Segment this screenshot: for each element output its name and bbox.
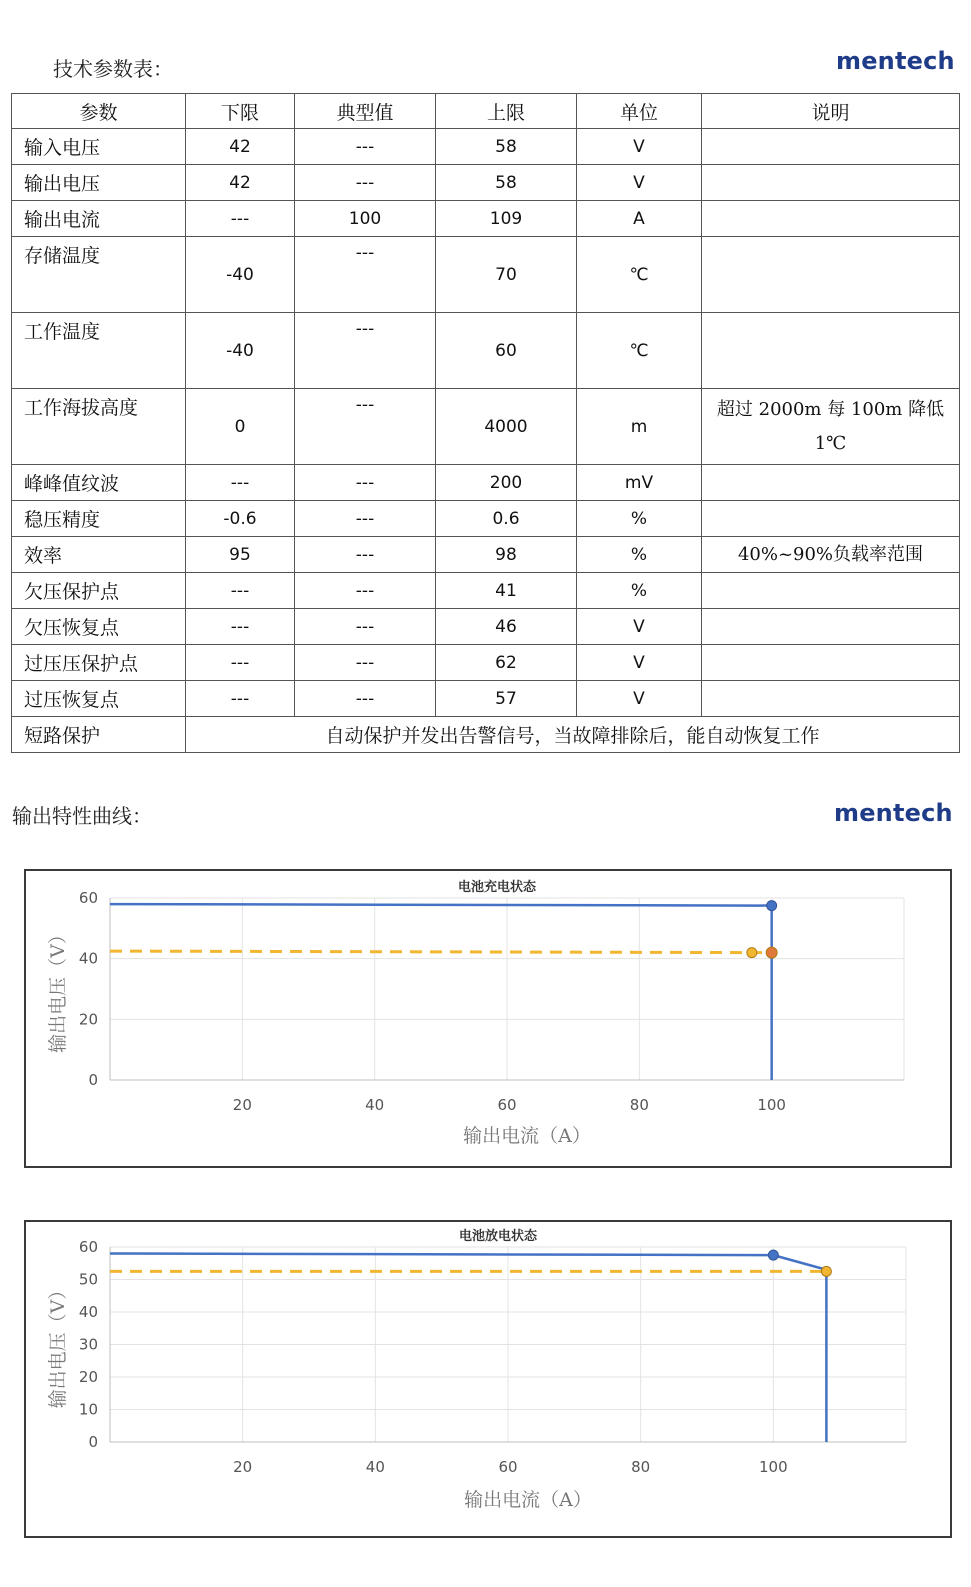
param-typ: ---: [295, 573, 436, 609]
col-header-param: 参数: [12, 94, 186, 129]
param-max: 98: [436, 537, 577, 573]
param-note: [702, 645, 960, 681]
table-row: [12, 537, 960, 573]
param-name: 存储温度: [12, 237, 186, 313]
param-name: 峰峰值纹波: [12, 465, 186, 501]
x-tick-label: 60: [497, 1096, 517, 1114]
series-line-solid: [110, 904, 772, 1080]
param-min: ---: [186, 609, 295, 645]
short-circuit-description: 自动保护并发出告警信号，当故障排除后，能自动恢复工作: [186, 717, 960, 753]
param-note: 40%~90%负载率范围: [702, 537, 960, 573]
param-typ: ---: [295, 681, 436, 717]
table-header-row: [12, 94, 960, 129]
param-name: 输出电压: [12, 165, 186, 201]
param-typ: ---: [295, 389, 436, 465]
x-tick-label: 80: [631, 1458, 651, 1476]
param-min: -0.6: [186, 501, 295, 537]
param-max: 58: [436, 129, 577, 165]
param-min: ---: [186, 465, 295, 501]
data-point-marker: [768, 1250, 778, 1260]
col-header-min: 下限: [186, 94, 295, 129]
param-note: [702, 501, 960, 537]
param-note: [702, 573, 960, 609]
param-max: 70: [436, 237, 577, 313]
param-name: 过压压保护点: [12, 645, 186, 681]
table-row: [12, 501, 960, 537]
x-tick-label: 40: [365, 1096, 385, 1114]
param-note: [702, 129, 960, 165]
param-typ: ---: [295, 645, 436, 681]
x-tick-label: 60: [498, 1458, 518, 1476]
col-header-max: 上限: [436, 94, 577, 129]
param-unit: V: [577, 609, 702, 645]
param-max: 4000: [436, 389, 577, 465]
table-row: [12, 237, 960, 313]
param-name: 短路保护: [12, 717, 186, 753]
y-axis-label: 输出电压（V）: [47, 925, 69, 1053]
discharging-chart-svg: [26, 1222, 954, 1540]
y-axis-label: 输出电压（V）: [47, 1280, 69, 1409]
param-min: ---: [186, 201, 295, 237]
param-unit: ℃: [577, 313, 702, 389]
table-row-short-circuit: [12, 717, 960, 753]
param-note: [702, 465, 960, 501]
param-name: 输出电流: [12, 201, 186, 237]
table-row: [12, 313, 960, 389]
param-name: 工作温度: [12, 313, 186, 389]
param-unit: A: [577, 201, 702, 237]
param-unit: m: [577, 389, 702, 465]
table-row: [12, 165, 960, 201]
param-typ: ---: [295, 237, 436, 313]
table-row: [12, 573, 960, 609]
param-min: ---: [186, 681, 295, 717]
table-row: [12, 645, 960, 681]
param-note: [702, 681, 960, 717]
param-typ: ---: [295, 465, 436, 501]
table-row: [12, 681, 960, 717]
param-min: 95: [186, 537, 295, 573]
table-section-title: 技术参数表：: [53, 57, 173, 81]
param-min: ---: [186, 573, 295, 609]
data-point-marker: [766, 947, 777, 958]
param-note: [702, 313, 960, 389]
param-max: 62: [436, 645, 577, 681]
param-note: [702, 201, 960, 237]
param-note: 超过 2000m 每 100m 降低 1℃: [702, 389, 960, 465]
param-note: [702, 237, 960, 313]
param-unit: ℃: [577, 237, 702, 313]
mentech-logo: mentech: [836, 47, 955, 75]
param-min: -40: [186, 237, 295, 313]
y-tick-label: 0: [88, 1433, 98, 1451]
param-unit: %: [577, 501, 702, 537]
param-name: 过压恢复点: [12, 681, 186, 717]
series-line-dashed: [110, 951, 772, 953]
param-min: -40: [186, 313, 295, 389]
chart-title: 电池放电状态: [458, 1229, 538, 1244]
data-point-marker: [747, 948, 757, 958]
y-tick-label: 40: [78, 949, 98, 968]
param-name: 工作海拔高度: [12, 389, 186, 465]
x-tick-label: 80: [629, 1096, 649, 1114]
y-tick-label: 20: [78, 1368, 98, 1386]
param-typ: ---: [295, 313, 436, 389]
y-tick-label: 50: [78, 1270, 98, 1289]
col-header-typ: 典型值: [295, 94, 436, 129]
param-typ: 100: [295, 201, 436, 237]
param-min: 0: [186, 389, 295, 465]
param-max: 60: [436, 313, 577, 389]
param-typ: ---: [295, 537, 436, 573]
param-typ: ---: [295, 609, 436, 645]
mentech-logo: mentech: [834, 799, 953, 827]
x-tick-label: 100: [759, 1458, 788, 1476]
y-tick-label: 60: [78, 889, 98, 907]
param-unit: V: [577, 681, 702, 717]
param-unit: mV: [577, 465, 702, 501]
param-min: ---: [186, 645, 295, 681]
x-axis-label: 输出电流（A）: [463, 1125, 591, 1147]
param-unit: V: [577, 165, 702, 201]
discharging-chart: [24, 1220, 952, 1538]
y-tick-label: 0: [88, 1071, 98, 1089]
table-row: [12, 465, 960, 501]
col-header-unit: 单位: [577, 94, 702, 129]
table-row: [12, 129, 960, 165]
table-row: [12, 609, 960, 645]
param-unit: %: [577, 537, 702, 573]
param-typ: ---: [295, 129, 436, 165]
charging-chart: [24, 869, 952, 1168]
y-tick-label: 10: [78, 1400, 98, 1419]
param-min: 42: [186, 129, 295, 165]
table-row: [12, 201, 960, 237]
curve-section-title: 输出特性曲线：: [12, 804, 152, 828]
param-name: 稳压精度: [12, 501, 186, 537]
param-note: [702, 165, 960, 201]
param-note: [702, 609, 960, 645]
x-tick-label: 20: [232, 1096, 252, 1114]
param-name: 效率: [12, 537, 186, 573]
param-max: 0.6: [436, 501, 577, 537]
x-axis-label: 输出电流（A）: [464, 1489, 592, 1511]
param-typ: ---: [295, 501, 436, 537]
param-max: 41: [436, 573, 577, 609]
param-max: 58: [436, 165, 577, 201]
param-unit: %: [577, 573, 702, 609]
param-name: 输入电压: [12, 129, 186, 165]
y-tick-label: 20: [78, 1010, 98, 1029]
table-row: [12, 389, 960, 465]
param-name: 欠压保护点: [12, 573, 186, 609]
charging-chart-svg: [26, 871, 954, 1170]
series-line-solid: [110, 1254, 826, 1443]
param-typ: ---: [295, 165, 436, 201]
param-max: 57: [436, 681, 577, 717]
x-tick-label: 20: [233, 1458, 253, 1476]
data-point-marker: [767, 901, 777, 911]
y-tick-label: 30: [78, 1335, 98, 1354]
param-unit: V: [577, 129, 702, 165]
param-name: 欠压恢复点: [12, 609, 186, 645]
spec-table: [11, 93, 960, 753]
chart-title: 电池充电状态: [457, 880, 537, 895]
x-tick-label: 40: [365, 1458, 385, 1476]
col-header-note: 说明: [702, 94, 960, 129]
y-tick-label: 40: [78, 1303, 98, 1321]
y-tick-label: 60: [78, 1238, 98, 1256]
param-max: 109: [436, 201, 577, 237]
data-point-marker: [821, 1266, 831, 1276]
param-max: 200: [436, 465, 577, 501]
param-max: 46: [436, 609, 577, 645]
x-tick-label: 100: [757, 1096, 786, 1114]
param-min: 42: [186, 165, 295, 201]
param-unit: V: [577, 645, 702, 681]
